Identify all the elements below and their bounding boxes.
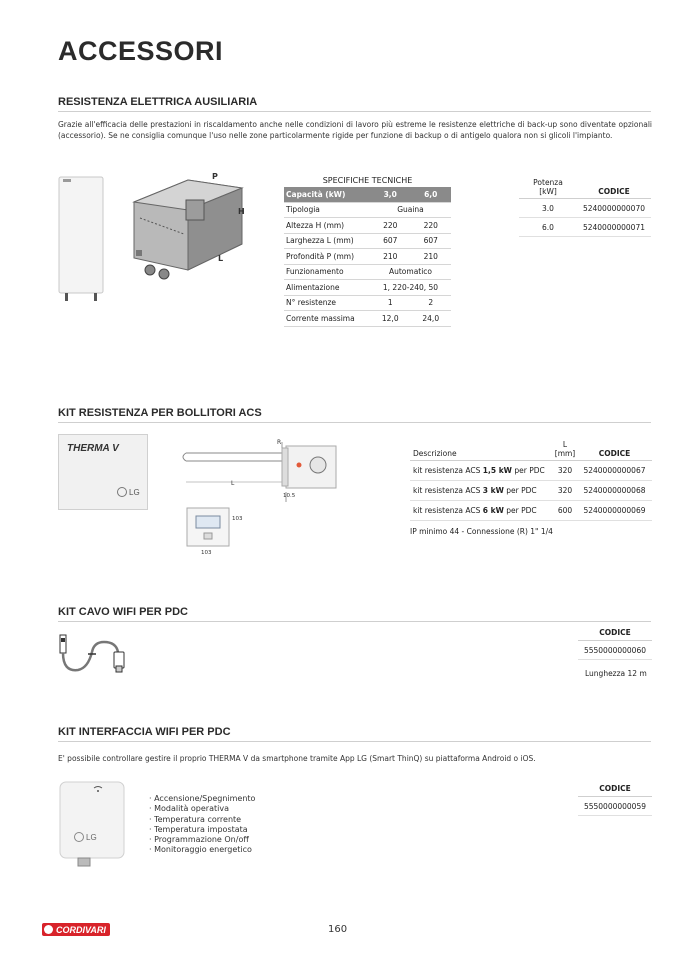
section-heading-resistenza: RESISTENZA ELETTRICA AUSILIARIA	[58, 96, 651, 112]
drawing-label-10-5: 10.5	[283, 493, 296, 499]
spec-header-3kw: 3,0	[370, 187, 410, 202]
drawing-label-103-h: 103	[201, 550, 212, 556]
list-item: · Temperatura corrente	[149, 814, 242, 824]
section-heading-interfaccia-wifi: KIT INTERFACCIA WIFI PER PDC	[58, 726, 651, 742]
wifi-interface-text: E' possibile controllare gestire il proprio THERMA V da smartphone tramite App LG (Smart ThinQ) su piattaforma Android o iOS.	[58, 754, 536, 763]
code-row: 6.0 5240000000071	[519, 218, 651, 237]
therma-v-unit-image	[58, 434, 148, 510]
spec-header-label: Capacità (kW)	[284, 187, 370, 202]
list-item: · Monitoraggio energetico	[149, 845, 252, 855]
kit-resistenza-table	[410, 440, 652, 536]
code-table-cavo	[578, 628, 652, 660]
spec-table-title: SPECIFICHE TECNICHE	[322, 176, 413, 185]
code-table-interfaccia	[578, 784, 652, 816]
section-heading-cavo-wifi: KIT CAVO WIFI PER PDC	[58, 606, 651, 622]
power-unit-header: [kW]	[539, 187, 557, 196]
code-table-resistenza	[519, 178, 651, 237]
spec-row: Funzionamento Automatico	[284, 264, 451, 280]
power-header: Potenza	[533, 178, 563, 187]
list-item: · Programmazione On/off	[149, 835, 249, 845]
wifi-module-image	[58, 780, 126, 868]
code-header: CODICE	[578, 628, 652, 641]
cordivari-logo	[42, 923, 110, 936]
heater-element-drawing	[178, 438, 338, 504]
lg-logo-text: LG	[86, 832, 97, 842]
kit-row: kit resistenza ACS 3 kW per PDC 320 5240000000068	[410, 481, 652, 501]
code-header: CODICE	[598, 187, 630, 196]
section-heading-kit-resistenza: KIT RESISTENZA PER BOLLITORI ACS	[58, 407, 651, 423]
list-item: · Accensione/Spegnimento	[149, 794, 256, 803]
code-value: 5550000000059	[578, 797, 652, 816]
dim-label-l: L	[218, 254, 224, 263]
resistance-box-image	[130, 174, 250, 286]
cable-length-note: Lunghezza 12 m	[585, 669, 647, 678]
indoor-unit-image	[58, 176, 104, 302]
spec-row: Corrente massima 12,0 24,0	[284, 311, 451, 327]
spec-table	[284, 187, 451, 327]
drawing-label-103-v: 103	[232, 516, 243, 522]
cordivari-logo-icon	[44, 925, 53, 934]
lg-logo-icon	[117, 487, 127, 497]
wifi-cable-image	[58, 630, 130, 680]
spec-row: Alimentazione 1, 220-240, 50	[284, 280, 451, 296]
page-title: ACCESSORI	[58, 36, 224, 66]
wifi-feature-list	[149, 794, 255, 856]
spec-row: Profondità P (mm) 210 210	[284, 249, 451, 265]
lg-logo-text: LG	[129, 487, 140, 497]
spec-row: N° resistenze 1 2	[284, 295, 451, 311]
spec-table-header	[284, 187, 451, 202]
spec-row: Larghezza L (mm) 607 607	[284, 233, 451, 249]
code-header: CODICE	[578, 784, 652, 797]
cordivari-logo-text: CORDIVARI	[56, 924, 106, 935]
dim-label-h: H	[238, 207, 245, 216]
l-unit-header: [mm]	[554, 449, 576, 458]
section-intro-text: Grazie all'efficacia delle prestazioni in riscaldamento anche nelle condizioni di lavoro più estreme le resistenze elettriche di back-up sono diventate opzionali (accessorio). Se ne consiglia comunque l'uso nelle zone particolarmente rigide per funzione di backup o di antigelo qualora non si glicoli l'impianto.	[58, 120, 652, 140]
kit-row: kit resistenza ACS 6 kW per PDC 600 5240000000069	[410, 501, 652, 521]
list-item: · Temperatura impostata	[149, 824, 248, 834]
kit-note: IP minimo 44 - Connessione (R) 1" 1/4	[410, 527, 553, 536]
spec-header-6kw: 6,0	[410, 187, 451, 202]
page-number: 160	[328, 924, 348, 935]
flange-front-drawing	[184, 505, 232, 549]
drawing-label-l: L	[231, 480, 235, 487]
dim-label-p: P	[212, 172, 218, 181]
code-header: CODICE	[598, 449, 631, 458]
spec-row: Tipologia Guaina	[284, 202, 451, 218]
l-header: L	[562, 440, 568, 449]
code-value: 5550000000060	[578, 641, 652, 660]
lg-logo-icon	[74, 832, 84, 842]
kit-row: kit resistenza ACS 1,5 kW per PDC 320 5240000000067	[410, 461, 652, 481]
therma-v-logo: THERMA V	[67, 443, 119, 454]
spec-row: Altezza H (mm) 220 220	[284, 218, 451, 234]
drawing-label-r: R	[277, 439, 282, 446]
desc-header: Descrizione	[413, 449, 457, 458]
code-row: 3.0 5240000000070	[519, 199, 651, 218]
list-item: · Modalità operativa	[149, 804, 229, 814]
